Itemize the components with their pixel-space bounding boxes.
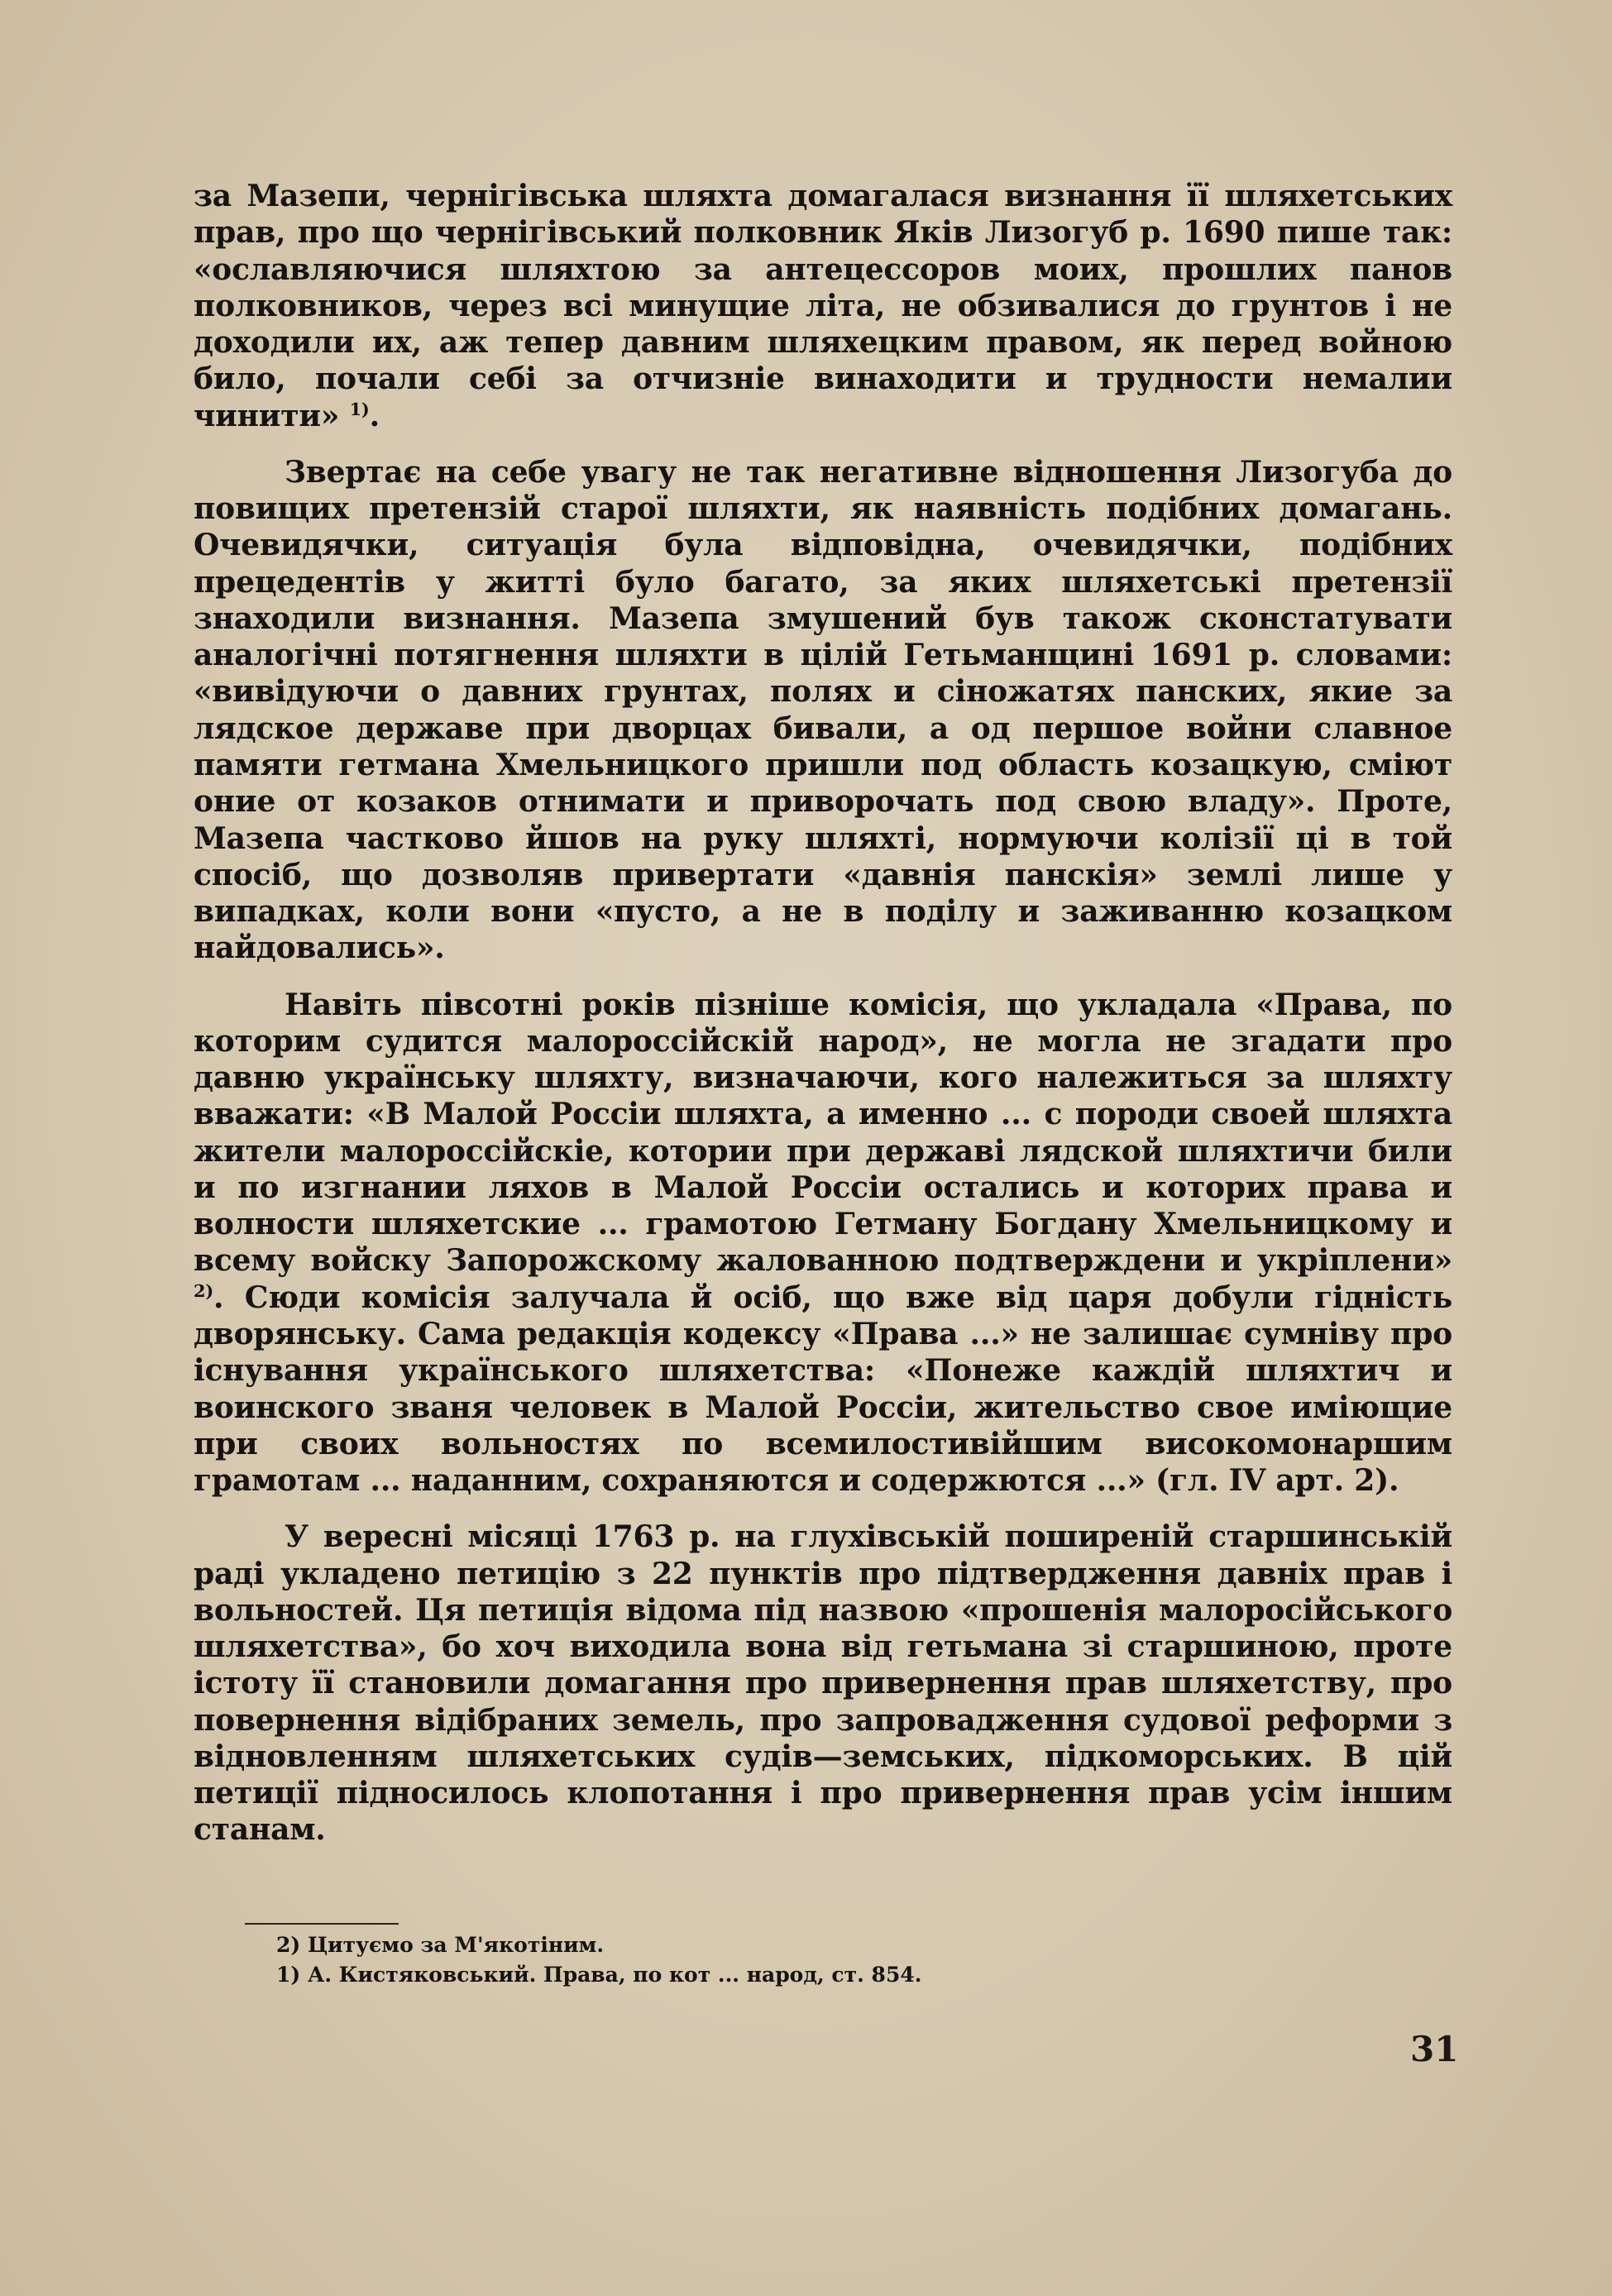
paragraph-3-continuation: Сюди комісія залучала й осіб, що вже від царя добули гідність дворянську. Сама редакція кодексу «Права ...» не залишає сумніву про існування українського шляхетства: «Понеже каждій шляхтич и воинского званя человек в Малой Россіи, жительство свое иміющие при своих вольностях по всемилостивійшим високомонаршим грамотам ... наданним, сохраняются и содержются ...» (гл. IV арт. 2).	[194, 1280, 1452, 1499]
text-body	[194, 178, 1452, 1868]
footnotes	[276, 1930, 1351, 1991]
footnote-divider	[245, 1923, 399, 1925]
paragraph-4-text: У вересні місяці 1763 р. на глухівській поширеній старшинській раді укладено петицію з 22 пунктів про підтвердження давніх прав і вольностей. Ця петиція відома під назвою «прошенія малоросійського шляхетства», бо хоч виходила вона від гетьмана зі старшиною, проте істоту її становили домагання про привернення прав шляхетству, про повернення відібраних земель, про запровадження судової реформи з відновленням шляхетських судів—земських, підкоморських. В цій петиції підносилось клопотання і про привернення прав усім іншим станам.	[194, 1519, 1452, 1848]
paragraph-2	[194, 454, 1452, 967]
footnote-2-text: Цитуємо за М'якотіним.	[307, 1933, 605, 1957]
paragraph-4	[194, 1519, 1452, 1848]
page-number: 31	[1410, 2029, 1459, 2069]
footnote-2-marker: 2)	[276, 1933, 301, 1957]
footnote-2	[276, 1930, 1351, 1960]
paragraph-2-text: Звертає на себе увагу не так негативне відношення Лизогуба до повищих претензій старої шляхти, як наявність подібних домагань. Очевидячки, ситуація була відповідна, очевидячки, подібних прецедентів у житті було багато, за яких шляхетські претензії знаходили визнання. Мазепа змушений був також сконстатувати аналогічні потягнення шляхти в цілій Гетьманщині 1691 р. словами: «вивідуючи о давних грунтах, полях и сіножатях панских, якие за лядское державе при дворцах бивали, а од першое войни славное памяти гетмана Хмельницкого пришли под область козацкую, сміют оние от козаков отнимати и приворочать под свою владу». Проте, Мазепа частково йшов на руку шляхті, нормуючи колізії ці в той спосіб, що дозволяв привертати «давнія панскія» землі лише у випадках, коли вони «пусто, а не в поділу и заживанню козацком найдовались».	[194, 454, 1452, 966]
footnote-1-marker: 1)	[276, 1963, 301, 1987]
footnote-1-text: А. Кистяковський. Права, по кот ... народ, ст. 854.	[307, 1963, 922, 1987]
footnote-ref-1: 1)	[349, 398, 370, 419]
paragraph-3	[194, 987, 1452, 1500]
paragraph-3-text: Навіть півсотні років пізніше комісія, що укладала «Права, по которим судится малороссійскій народ», не могла не згадати про давню українську шляхту, визначаючи, кого належиться за шляхту вважати: «В Малой Россіи шляхта, а именно ... с породи своей шляхта жители малороссійскіе, котории при державі лядской шляхтичи били и по изгнании ляхов в Малой Россіи остались и которих права и волности шляхетские ... грамотою Гетману Богдану Хмельницкому и всему войску Запорожскому жалованною подтверждени и укріплени»	[194, 987, 1452, 1279]
paragraph-3-period: .	[213, 1280, 224, 1315]
paragraph-1-text: за Мазепи, чернігівська шляхта домагалася визнання її шляхетських прав, про що чернігівський полковник Яків Лизогуб р. 1690 пише так: «ославляючися шляхтою за антецессоров моих, прошлих панов полковников, через всі минущие літа, не обзивалися до грунтов і не доходили их, аж тепер давним шляхецким правом, як перед войною било, почали себі за отчизніе винаходити и трудности немалии чинити»	[194, 179, 1452, 433]
footnote-ref-2: 2)	[194, 1280, 214, 1301]
paragraph-1-period: .	[369, 398, 380, 433]
paragraph-1	[194, 178, 1452, 434]
footnote-1	[276, 1960, 1351, 1990]
